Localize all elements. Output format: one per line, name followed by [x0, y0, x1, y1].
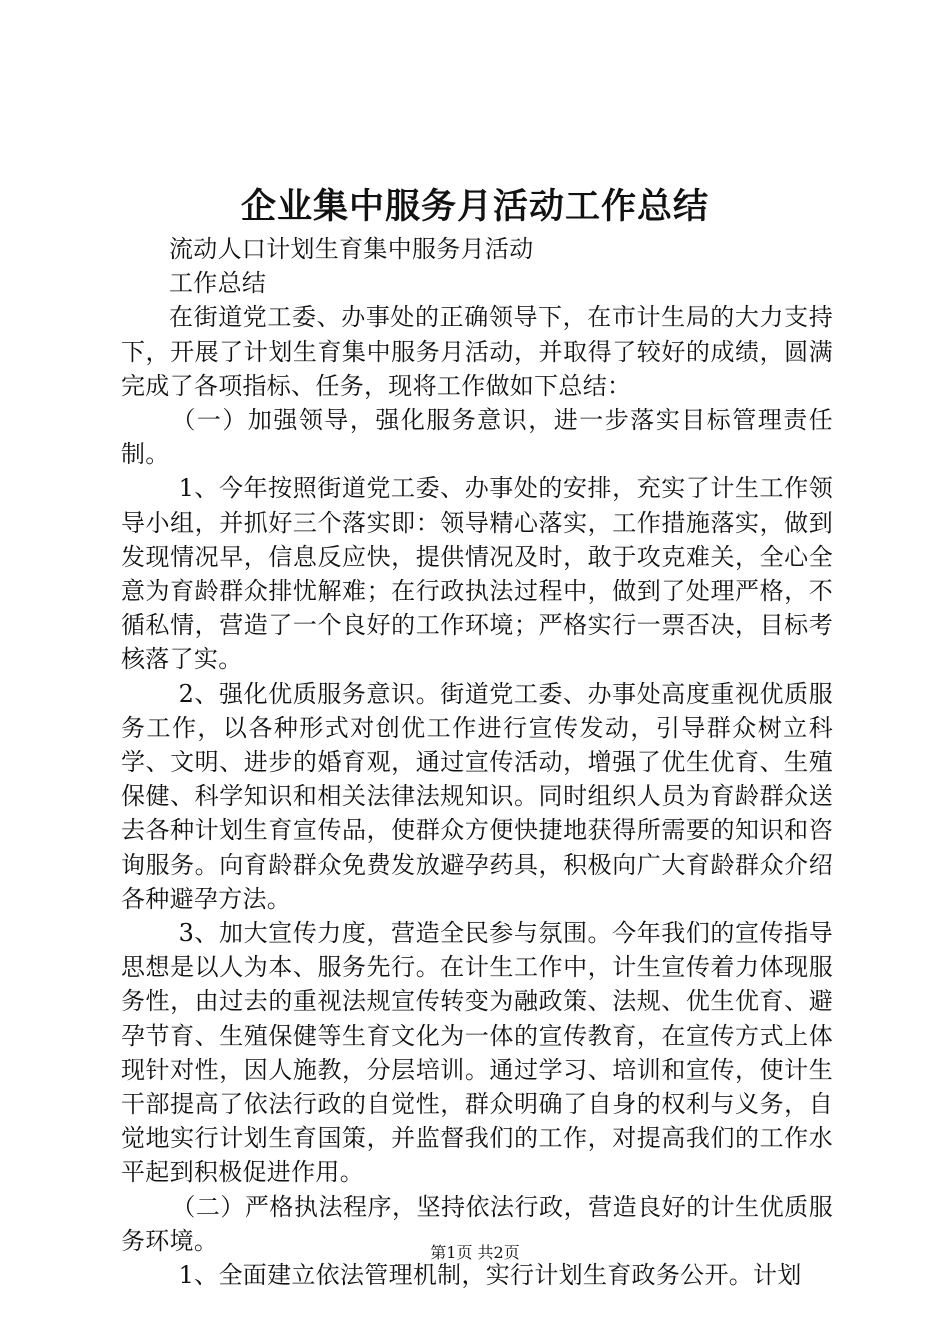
section-heading-2: （二）严格执法程序，坚持依法行政，营造良好的计生优质服务环境。 — [121, 1192, 833, 1255]
document-title: 企业集中服务月活动工作总结 — [240, 186, 709, 227]
subtitle-line-1: 流动人口计划生育集中服务月活动 — [169, 235, 534, 263]
paragraph-1-2: 2、强化优质服务意识。街道党工委、办事处高度重视优质服务工作，以各种形式对创优工作进行宣传发动，引导群众树立科学、文明、进步的婚育观，通过宣传活动，增强了优生优育、生殖保健、科学知识和相关法律法规知识。同时组织人员为育龄群众送去各种计划生育宣传品，使群众方便快捷地获得所需要的知识和咨询服务。向育龄群众免费发放避孕药具，积极向广大育龄群众介绍各种避孕方法。 — [121, 679, 833, 913]
paragraph-1-3: 3、加大宣传力度，营造全民参与氛围。今年我们的宣传指导思想是以人为本、服务先行。在计生工作中，计生宣传着力体现服务性，由过去的重视法规宣传转变为融政策、法规、优生优育、避孕节育、生殖保健等生育文化为一体的宣传教育，在宣传方式上体现针对性，因人施教，分层培训。通过学习、培训和宣传，使计生干部提高了依法行政的自觉性，群众明确了自身的权利与义务，自觉地实行计划生育国策，并监督我们的工作，对提高我们的工作水平起到积极促进作用。 — [121, 919, 833, 1187]
section-heading-1: （一）加强领导，强化服务意识，进一步落实目标管理责任制。 — [121, 406, 833, 469]
intro-paragraph: 在街道党工委、办事处的正确领导下，在市计生局的大力支持下，开展了计划生育集中服务月活动，并取得了较好的成绩，圆满完成了各项指标、任务，现将工作做如下总结： — [121, 303, 833, 400]
paragraph-1-1: 1、今年按照街道党工委、办事处的安排，充实了计生工作领导小组，并抓好三个落实即：领导精心落实，工作措施落实，做到发现情况早，信息反应快，提供情况及时，敢于攻克难关，全心全意为育龄群众排忧解难；在行政执法过程中，做到了处理严格，不循私情，营造了一个良好的工作环境；严格实行一票否决，目标考核落了实。 — [121, 474, 833, 674]
subtitle-line-2: 工作总结 — [169, 269, 267, 298]
document-body — [121, 232, 833, 1292]
page-number-footer: 第1页 共2页 — [430, 1243, 520, 1262]
paragraph-2-1: 1、全面建立依法管理机制，实行计划生育政务公开。计划 — [178, 1261, 802, 1290]
